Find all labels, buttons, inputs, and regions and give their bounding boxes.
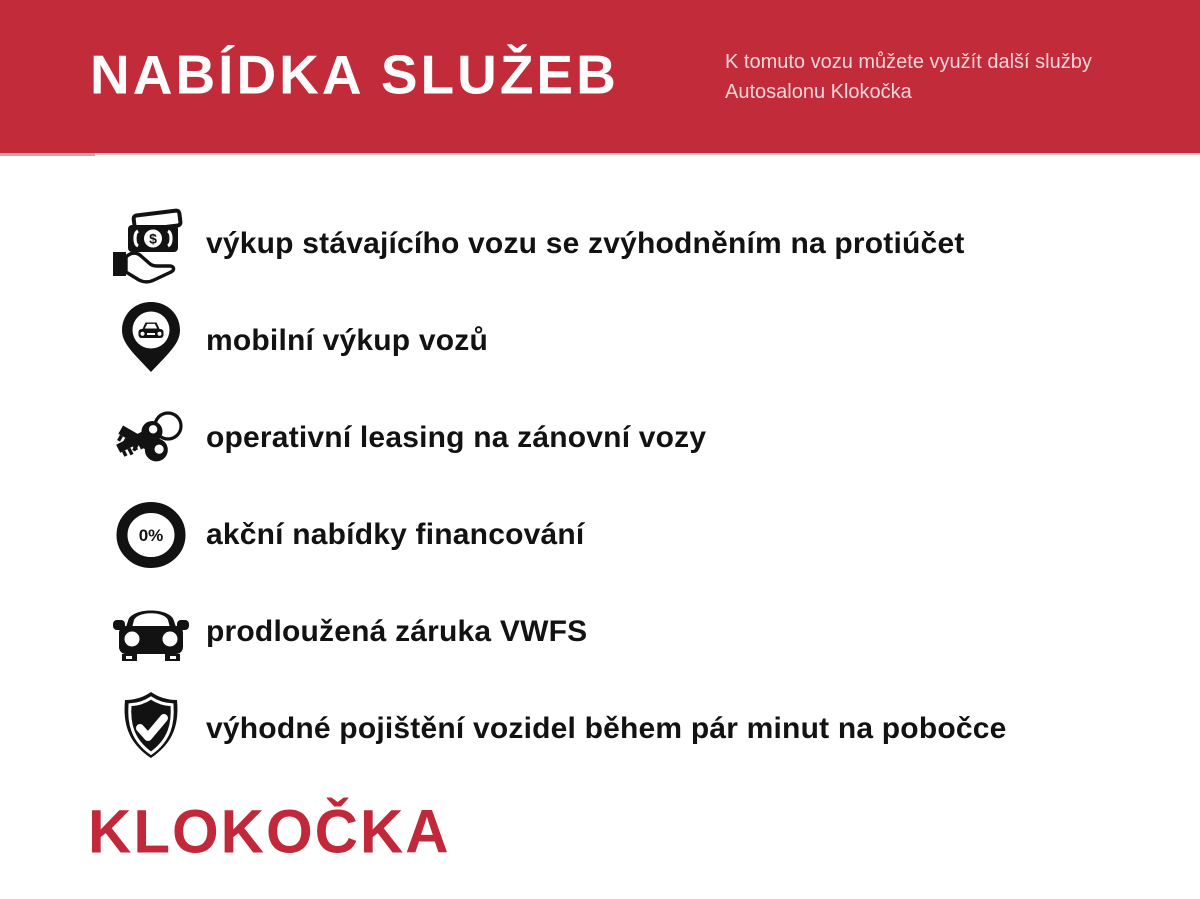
svg-text:0%: 0% <box>138 525 164 545</box>
header-band <box>0 0 1200 153</box>
klokocka-logo: KLOKOČKA <box>88 797 451 866</box>
money-in-hand-icon <box>108 201 194 287</box>
header-subtitle <box>725 47 1092 107</box>
list-item <box>108 389 1007 486</box>
header-subtitle-line1: K tomuto vozu můžete využít další služby <box>725 51 1092 73</box>
svg-text:$: $ <box>149 230 157 246</box>
zero-percent-icon <box>108 492 194 578</box>
service-label: mobilní výkup vozů <box>206 323 488 357</box>
service-label: operativní leasing na zánovní vozy <box>206 420 707 454</box>
list-item <box>108 583 1007 680</box>
car-icon <box>108 589 194 675</box>
service-label: výkup stávajícího vozu se zvýhodněním na protiúčet <box>206 226 965 260</box>
page-title: NABÍDKA SLUŽEB <box>90 42 619 105</box>
header-edge-shadow <box>95 153 1200 155</box>
service-label: výhodné pojištění vozidel během pár minut na pobočce <box>206 711 1007 745</box>
service-label: prodloužená záruka VWFS <box>206 614 588 648</box>
list-item <box>108 195 1007 292</box>
header-edge-accent <box>0 153 95 156</box>
location-pin-car-icon <box>108 298 194 384</box>
services-list <box>108 195 1007 777</box>
service-label: akční nabídky financování <box>206 517 585 551</box>
list-item <box>108 680 1007 777</box>
list-item <box>108 486 1007 583</box>
list-item <box>108 292 1007 389</box>
shield-check-icon <box>108 686 194 772</box>
car-keys-icon <box>108 395 194 481</box>
header-subtitle-line2: Autosalonu Klokočka <box>725 81 912 103</box>
